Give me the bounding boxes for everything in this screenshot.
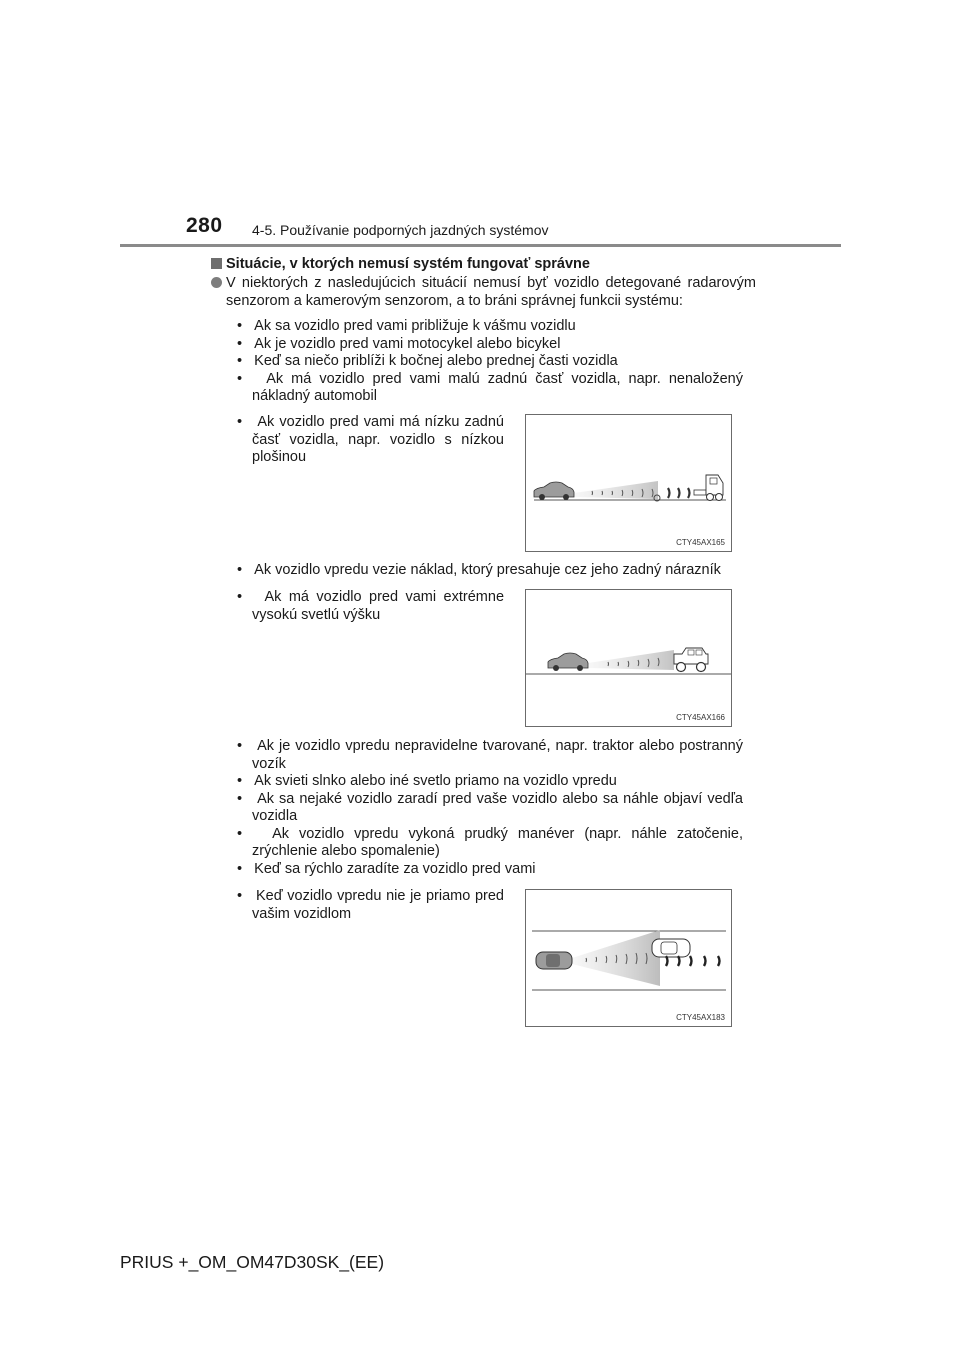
bullet-list-c xyxy=(237,738,743,878)
intro-text: V niektorých z nasledujúcich situácií nemusí byť vozidlo detegované radarovým senzorom a kamerovým senzorom, a to bráni správnej funkcii systému: xyxy=(226,275,756,309)
heading-text: Situácie, v ktorých nemusí systém fungovať správne xyxy=(226,256,590,272)
list-item: • Ak sa nejaké vozidlo zaradí pred vaše vozidlo alebo sa náhle objaví vedľa vozidla xyxy=(237,790,743,824)
bullet-b xyxy=(237,562,757,580)
figure-code: CTY45AX165 xyxy=(676,538,725,547)
list-item: • Ak vozidlo vpredu vezie náklad, ktorý presahuje cez jeho zadný nárazník xyxy=(237,562,721,578)
own-car-icon xyxy=(548,653,588,671)
high-clearance-illustration xyxy=(526,590,731,726)
round-bullet-icon xyxy=(211,277,222,288)
section-title: 4-5. Používanie podporných jazdných systémov xyxy=(252,222,549,238)
list-item: • Keď vozidlo vpredu nie je priamo pred vašim vozidlom xyxy=(237,888,504,922)
bullet-fig2 xyxy=(237,589,504,624)
intro-paragraph xyxy=(211,275,756,310)
list-item: • Ak je vozidlo pred vami motocykel alebo bicykel xyxy=(237,335,561,352)
figure-high-clearance-vehicle xyxy=(525,589,732,727)
list-item: • Ak vozidlo pred vami má nízku zadnú časť vozidla, napr. vozidlo s nízkou plošinou xyxy=(237,414,504,465)
list-item: • Ak vozidlo vpredu vykoná prudký manéver (napr. náhle zatočenie, zrýchlenie alebo spomalenie) xyxy=(237,825,743,859)
own-car-icon xyxy=(534,482,574,500)
bullet-fig3 xyxy=(237,888,504,923)
list-item: • Keď sa niečo priblíži k bočnej alebo prednej časti vozidla xyxy=(237,353,618,369)
list-item: • Ak má vozidlo pred vami extrémne vysokú svetlú výšku xyxy=(237,589,505,623)
truck-icon xyxy=(694,475,723,501)
list-item: • Ak sa vozidlo pred vami približuje k vášmu vozidlu xyxy=(237,318,576,334)
section-heading xyxy=(211,256,590,272)
figure-low-platform-truck xyxy=(525,414,732,552)
figure-code: CTY45AX183 xyxy=(676,1013,725,1022)
footer-model-code: PRIUS +_OM_OM47D30SK_(EE) xyxy=(120,1252,385,1272)
figure-offset-vehicle xyxy=(525,889,732,1027)
header-rule xyxy=(120,244,841,247)
list-item: • Ak svieti slnko alebo iné svetlo priamo na vozidlo vpredu xyxy=(237,773,617,789)
bullet-list-a xyxy=(237,318,743,406)
page-number: 280 xyxy=(186,214,223,237)
front-car-icon xyxy=(652,939,690,957)
figure-code: CTY45AX166 xyxy=(676,713,725,722)
list-item: • Keď sa rýchlo zaradíte za vozidlo pred vami xyxy=(237,860,536,877)
bullet-fig1 xyxy=(237,414,504,467)
own-car-icon xyxy=(536,952,572,969)
square-bullet-icon xyxy=(211,258,222,269)
offset-vehicle-illustration xyxy=(526,890,731,1026)
suv-icon xyxy=(674,648,708,672)
list-item: • Ak má vozidlo pred vami malú zadnú časť vozidla, napr. nenaložený nákladný automobil xyxy=(237,370,743,404)
low-platform-illustration xyxy=(526,415,731,551)
list-item: • Ak je vozidlo vpredu nepravidelne tvarované, napr. traktor alebo postranný vozík xyxy=(237,738,743,772)
